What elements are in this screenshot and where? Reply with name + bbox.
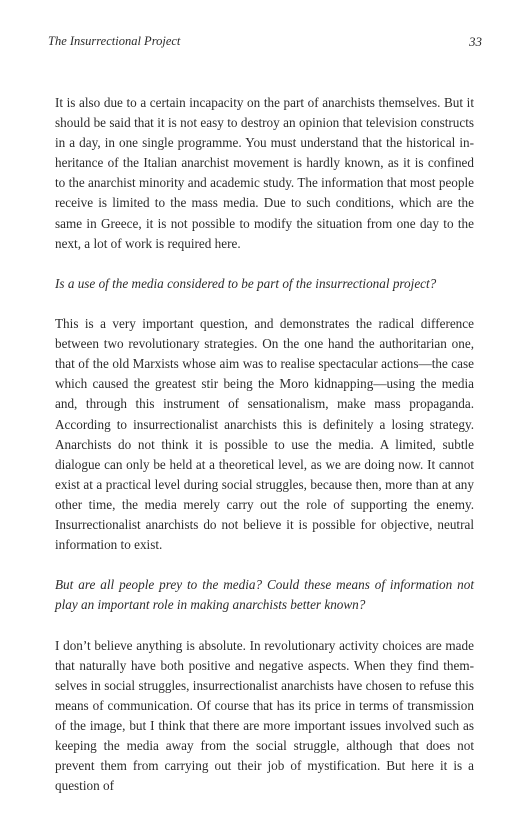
answer-paragraph: I don’t believe anything is absolute. In revolutionary activity choices are made that naturally have both positive and negative aspects. When they find themselves in social struggles, insurrectionalist anarchists have chosen to refuse this means of communication. Of course that has its price in terms of transmission of the image, but I think that there are more important issues involved such as keeping the media away from the social struggle, although that does not prevent them from carrying out their job of mystification. But here it is a question of	[55, 637, 474, 794]
running-head-title: The Insurrectional Project	[48, 34, 181, 48]
paragraph-gap	[55, 555, 474, 575]
answer-paragraph: It is also due to a certain incapacity on the part of anarchists themselves. But it should be said that it is not easy to destroy an opinion that television constructs in a day, in one single programme. You must understand that the historical inheritance of the Italian anarchist movement is hardly known, as it is confined to the anarchist minority and academic study. The information that most people receive is limited to the mass media. Due to such conditions, which are the same in Greece, it is not possible to modify the situation from one day to the next, a lot of work is required here.	[55, 95, 474, 251]
question-paragraph: Is a use of the media considered to be part of the insurrectional project?	[55, 275, 437, 291]
paragraph-gap	[55, 254, 474, 274]
answer-paragraph: This is a very important question, and demonstrates the radical difference between two revolutionary strategies. On the one hand the authoritarian one, that of the old Marxists whose aim was to realise spectacular actions—the case which caused the greatest stir being the Moro kidnapping—using the media and, through this instrument of sensationalism, make mass propaganda. According to insurrectionalist anarchists this is definitely a losing strategy. Anarchists do not think it is possible to use the media. A limited, subtle dialogue can only be held at a theoretical level, as we are doing now. It cannot exist at a practical level during social struggles, because then, more than at any other time, the media merely carry out the role of supporting the enemy. Insurrectionalist anarchists do not believe it is possible for objective, neutral information to exist.	[55, 316, 474, 553]
page-number: 33	[469, 34, 482, 49]
running-header	[48, 34, 482, 52]
paragraph-gap	[55, 294, 474, 314]
body-text	[55, 93, 474, 796]
paragraph-gap	[55, 615, 474, 635]
question-paragraph: But are all people prey to the media? Could these means of information not play an important role in making anarchists better known?	[55, 577, 474, 613]
